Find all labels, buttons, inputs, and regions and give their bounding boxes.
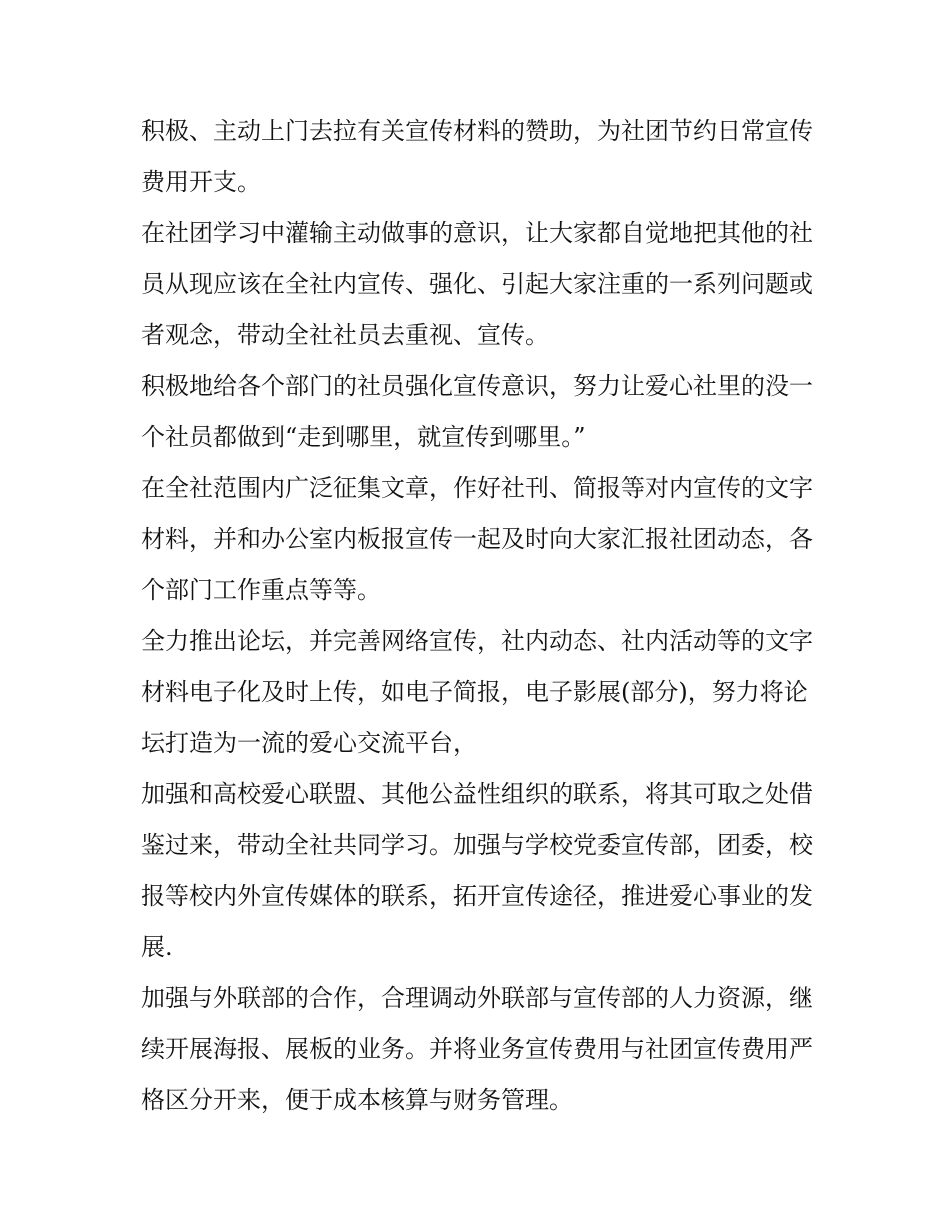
paragraph-5: 全力推出论坛，并完善网络宣传，社内动态、社内活动等的文字材料电子化及时上传，如电子简报，电子影展(部分)，努力将论坛打造为一流的爱心交流平台， xyxy=(141,627,813,757)
paragraph-6: 加强和高校爱心联盟、其他公益性组织的联系，将其可取之处借鉴过来，带动全社共同学习。加强与学校党委宣传部，团委，校报等校内外宣传媒体的联系，拓开宣传途径，推进爱心事业的发展. xyxy=(141,780,813,961)
paragraph-4: 在全社范围内广泛征集文章，作好社刊、简报等对内宣传的文字材料，并和办公室内板报宣传一起及时向大家汇报社团动态，各个部门工作重点等等。 xyxy=(141,474,813,604)
document-body xyxy=(141,106,813,1126)
paragraph-1: 积极、主动上门去拉有关宣传材料的赞助，为社团节约日常宣传费用开支。 xyxy=(141,117,813,196)
paragraph-7: 加强与外联部的合作，合理调动外联部与宣传部的人力资源，继续开展海报、展板的业务。并将业务宣传费用与社团宣传费用严格区分开来，便于成本核算与财务管理。 xyxy=(141,984,813,1114)
paragraph-2: 在社团学习中灌输主动做事的意识，让大家都自觉地把其他的社员从现应该在全社内宣传、强化、引起大家注重的一系列问题或者观念，带动全社社员去重视、宣传。 xyxy=(141,219,813,349)
paragraph-3: 积极地给各个部门的社员强化宣传意识，努力让爱心社里的没一个社员都做到“走到哪里，就宣传到哪里。” xyxy=(141,372,813,451)
